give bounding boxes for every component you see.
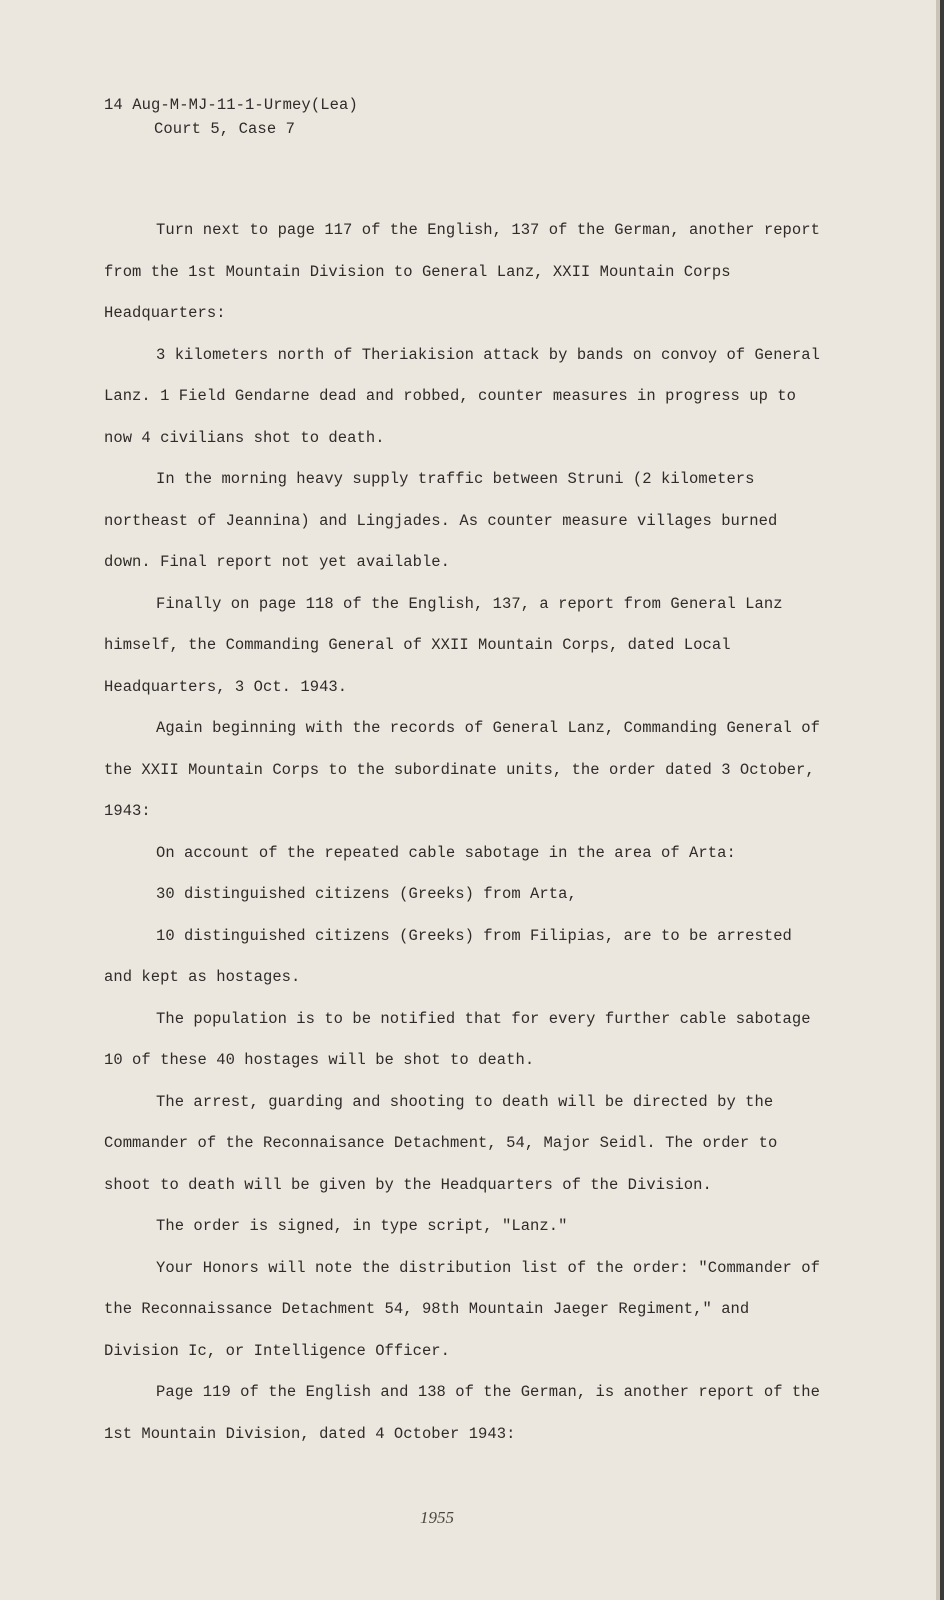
- paragraph: The population is to be notified that for every further cable sabotage 10 of these 40 hostages will be shot to death.: [104, 1009, 811, 1069]
- header-court-case: Court 5, Case 7: [154, 120, 296, 138]
- paragraph: On account of the repeated cable sabotage in the area of Arta:: [156, 843, 736, 862]
- paragraph: The order is signed, in type script, "Lanz.": [156, 1217, 568, 1235]
- paragraph: 30 distinguished citizens (Greeks) from Arta,: [156, 885, 577, 903]
- header-reference: 14 Aug-M-MJ-11-1-Urmey(Lea): [104, 96, 358, 114]
- paragraph: Again beginning with the records of General Lanz, Commanding General of the XXII Mountain Corps to the subordinate units, the order dated 3 October, 1943:: [104, 719, 820, 820]
- paragraph: 3 kilometers north of Theriakision attack by bands on convoy of General Lanz. 1 Field Gendarne dead and robbed, counter measures in progress up to now 4 civilians shot to death.: [104, 345, 820, 447]
- paragraph: Turn next to page 117 of the English, 137 of the German, another report from the 1st Mountain Division to General Lanz, XXII Mountain Corps Headquarters:: [104, 221, 820, 322]
- document-header: [104, 93, 358, 141]
- page-number: 1955: [420, 1508, 454, 1527]
- paragraph: 10 distinguished citizens (Greeks) from Filipias, are to be arrested and kept as hostages.: [104, 926, 792, 986]
- paragraph: Your Honors will note the distribution list of the order: "Commander of the Reconnaissance Detachment 54, 98th Mountain Jaeger Regiment," and Division Ic, or Intelligence Officer.: [104, 1258, 820, 1360]
- transcript-body: [104, 210, 824, 1455]
- paragraph: Finally on page 118 of the English, 137, a report from General Lanz himself, the Commanding General of XXII Mountain Corps, dated Local Headquarters, 3 Oct. 1943.: [104, 594, 783, 696]
- paragraph: Page 119 of the English and 138 of the German, is another report of the 1st Mountain Division, dated 4 October 1943:: [104, 1383, 820, 1443]
- paragraph: The arrest, guarding and shooting to death will be directed by the Commander of the Reconnaisance Detachment, 54, Major Seidl. The order to shoot to death will be given by the Headquarters of the Division.: [104, 1092, 778, 1194]
- paragraph: In the morning heavy supply traffic between Struni (2 kilometers northeast of Jeannina) and Lingjades. As counter measure villages burned down. Final report not yet available.: [104, 470, 778, 571]
